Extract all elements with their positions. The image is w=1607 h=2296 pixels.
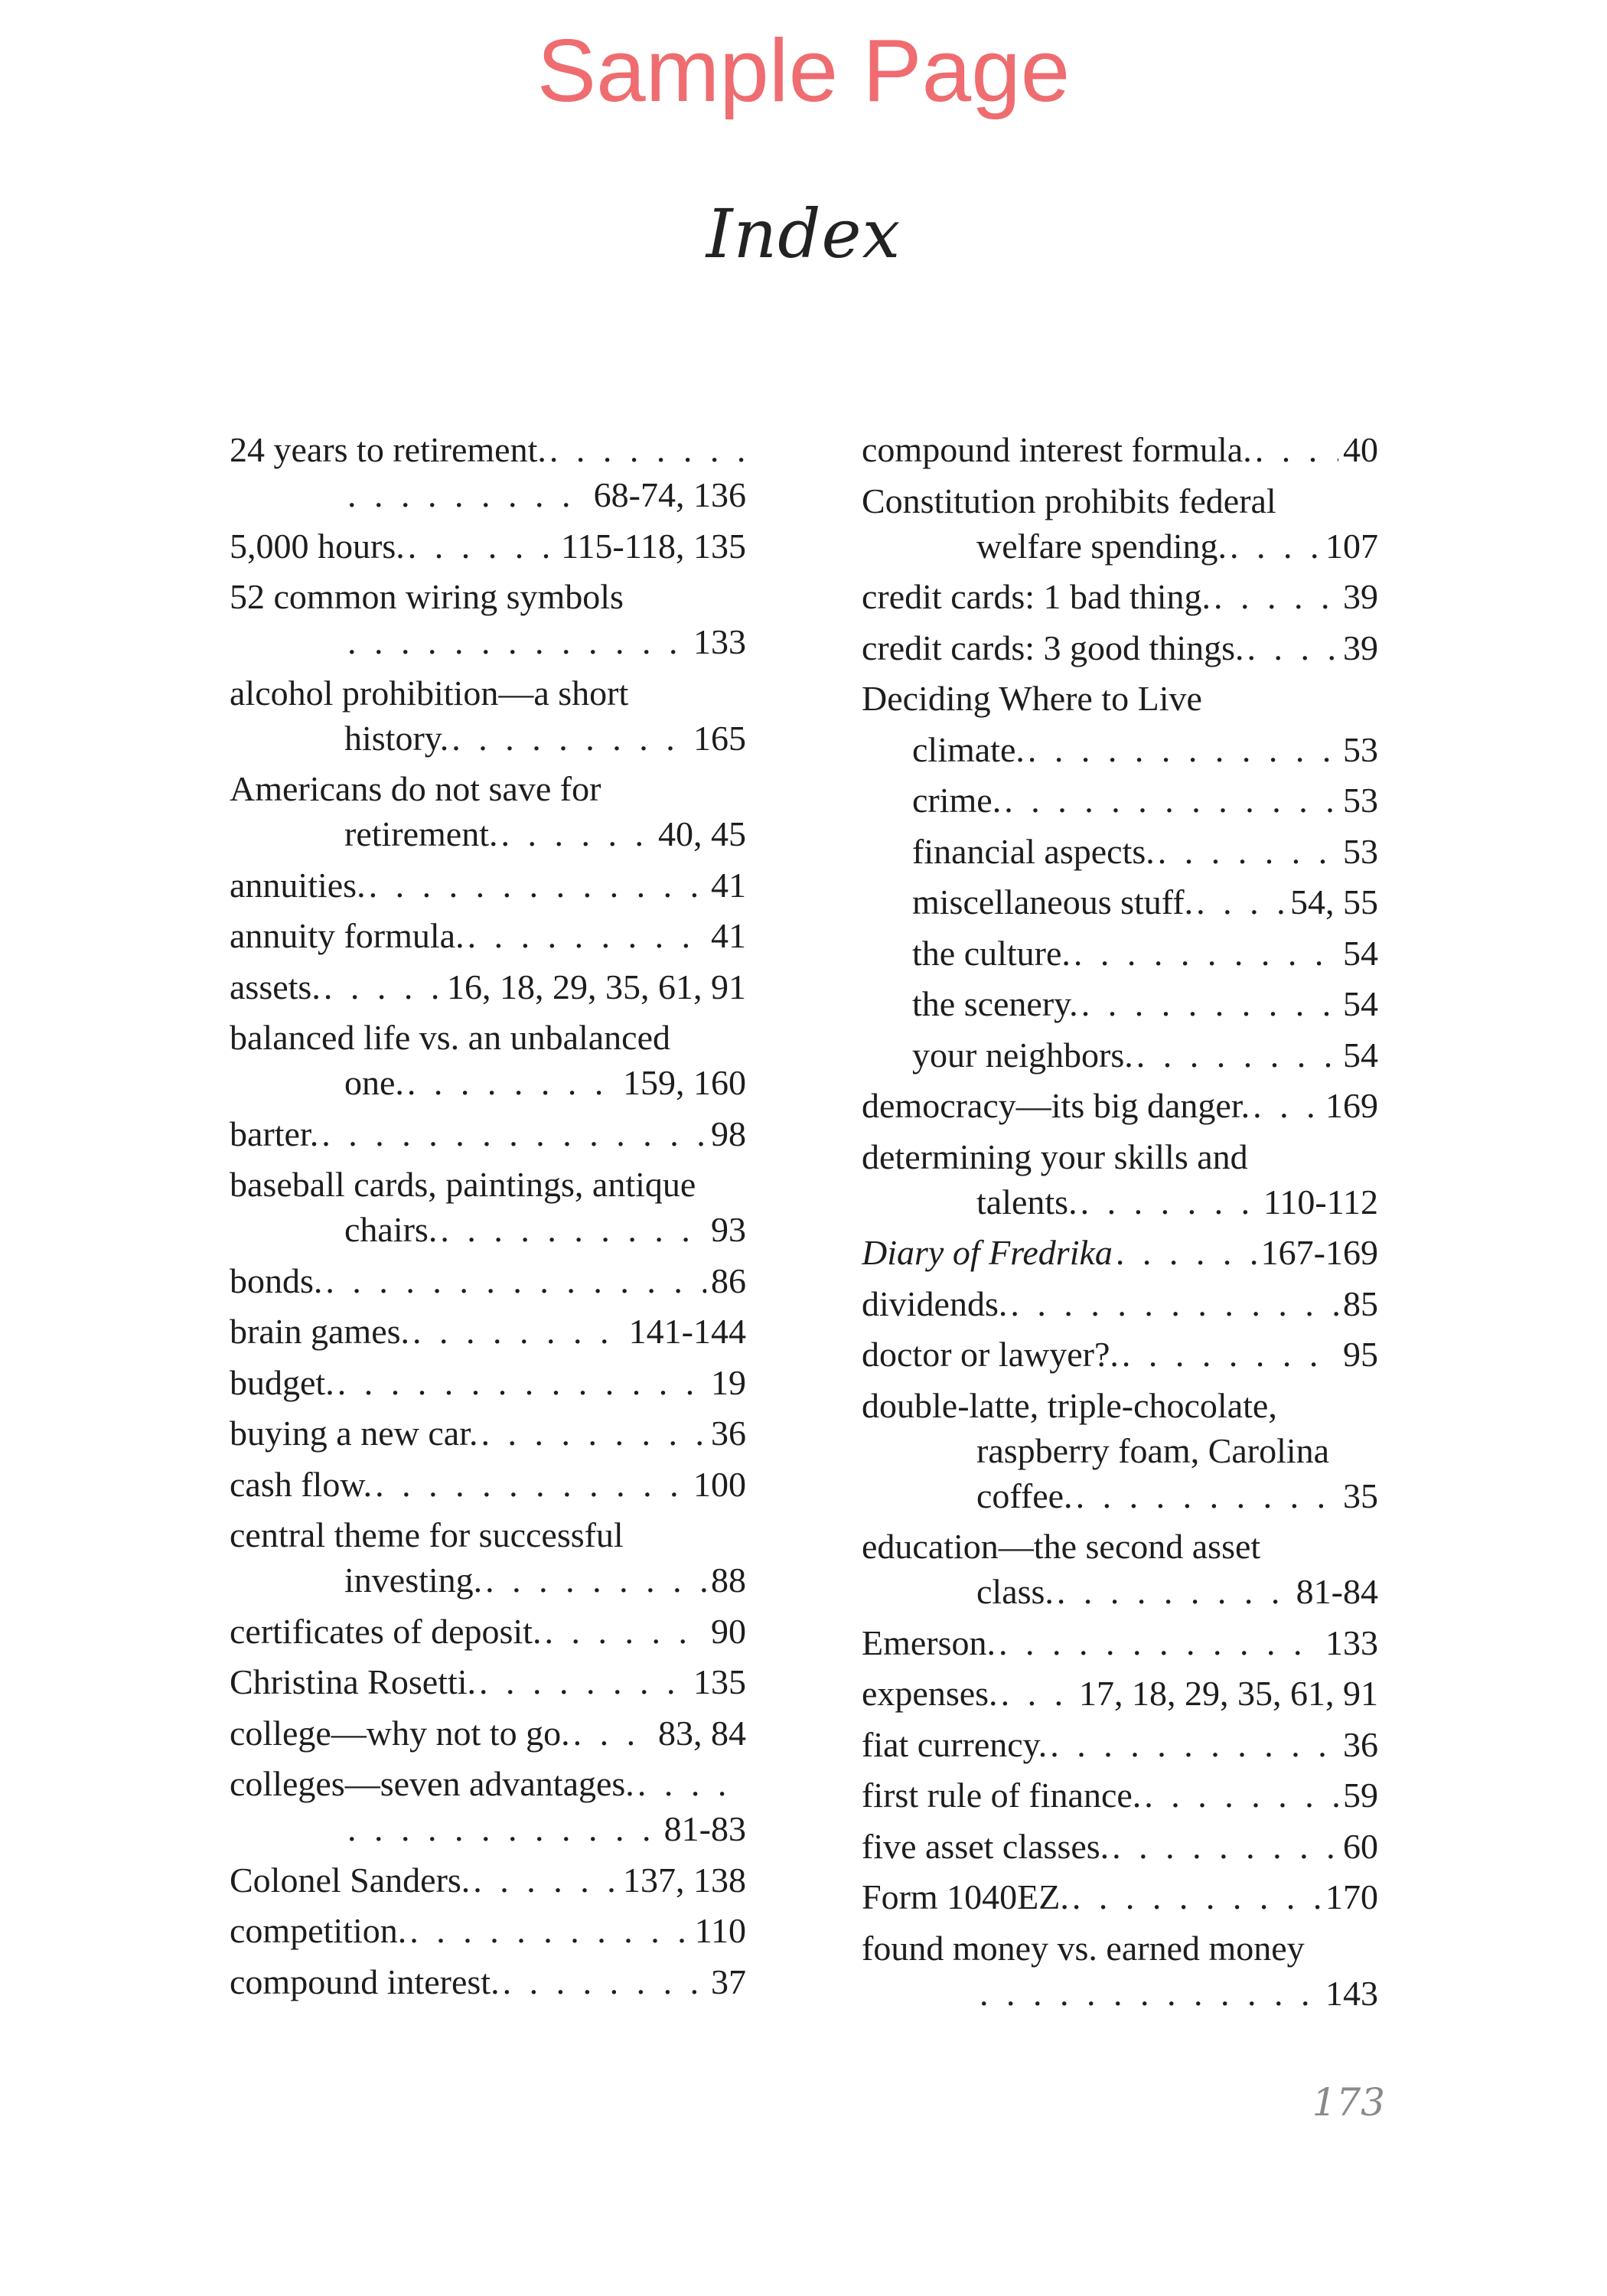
index-entry-line — [862, 1971, 1378, 2016]
index-page-refs: 16, 18, 29, 35, 61, 91 — [447, 967, 746, 1006]
index-entry-line — [862, 1383, 1378, 1428]
index-page-refs: 169 — [1325, 1086, 1378, 1125]
index-page-refs: 54 — [1343, 1035, 1378, 1075]
index-entry-line — [862, 829, 1378, 874]
index-term: miscellaneous stuff. — [912, 882, 1194, 921]
index-page-refs: 59 — [1343, 1776, 1378, 1815]
dot-leader — [1007, 1281, 1338, 1326]
index-entry — [862, 1134, 1378, 1225]
index-entry — [230, 1659, 746, 1704]
index-page-refs: 159, 160 — [623, 1063, 746, 1102]
index-page-refs: 115-118, 135 — [561, 526, 746, 566]
index-page-refs: 41 — [711, 916, 746, 955]
index-page-refs: 60 — [1343, 1826, 1378, 1866]
index-page-refs: 167-169 — [1260, 1233, 1378, 1272]
index-term: compound interest. — [230, 1962, 500, 2001]
index-term: balanced life vs. an unbalanced — [230, 1018, 671, 1057]
dot-leader — [464, 913, 706, 958]
index-entry-line — [862, 981, 1378, 1026]
dot-leader — [1155, 829, 1338, 874]
index-page-refs: 86 — [711, 1261, 746, 1300]
index-entry — [230, 1761, 746, 1851]
dot-leader — [998, 1671, 1074, 1716]
dot-leader — [1119, 1332, 1338, 1377]
index-entry-line — [862, 727, 1378, 772]
index-page-refs: 95 — [1343, 1335, 1378, 1374]
index-term: fiat currency. — [862, 1724, 1048, 1764]
index-page-refs: 54 — [1343, 933, 1378, 973]
index-entry-line — [230, 1557, 746, 1603]
index-entry-line — [862, 1473, 1378, 1518]
index-entry-line — [230, 1659, 746, 1704]
dot-leader — [1227, 523, 1321, 569]
index-entry-line — [862, 1874, 1378, 1919]
index-term: bonds. — [230, 1261, 323, 1300]
index-page-refs: 36 — [711, 1414, 746, 1453]
index-page-refs: 143 — [1325, 1973, 1378, 2013]
index-page-refs: 98 — [711, 1114, 746, 1153]
index-page-refs: 53 — [1343, 729, 1378, 769]
index-term: Form 1040EZ. — [862, 1877, 1069, 1916]
index-term: certificates of deposit. — [230, 1611, 542, 1651]
index-entry — [862, 1524, 1378, 1614]
dot-leader — [1047, 1722, 1338, 1767]
index-entry — [230, 574, 746, 664]
index-term: the culture. — [912, 933, 1071, 973]
index-entry — [230, 1857, 746, 1903]
dot-leader — [976, 1971, 1321, 2016]
index-term: central theme for successful — [230, 1515, 624, 1554]
index-entry — [862, 981, 1378, 1026]
index-entry-line — [862, 1524, 1378, 1569]
index-entry-line — [862, 1230, 1378, 1275]
dot-leader — [1077, 1179, 1260, 1225]
index-term: credit cards: 1 bad thing. — [862, 577, 1211, 616]
index-term: Americans do not save for — [230, 769, 601, 808]
index-page-refs: 170 — [1325, 1877, 1378, 1916]
index-term: college—why not to go. — [230, 1713, 570, 1753]
dot-leader — [1025, 727, 1338, 772]
index-entry-line — [862, 1722, 1378, 1767]
index-entry-line — [230, 1761, 746, 1806]
index-page-refs: 110-112 — [1263, 1182, 1378, 1221]
index-term: democracy—its big danger. — [862, 1086, 1250, 1125]
index-entry — [230, 1111, 746, 1156]
index-term: barter. — [230, 1114, 319, 1153]
dot-leader — [470, 1857, 618, 1903]
index-entry — [230, 913, 746, 958]
index-term: class. — [976, 1572, 1054, 1611]
index-entry-line — [230, 1360, 746, 1405]
index-entry — [862, 1083, 1378, 1128]
index-page-refs: 54, 55 — [1290, 882, 1378, 921]
index-entry-line — [230, 1411, 746, 1456]
index-page-refs: 135 — [693, 1662, 746, 1701]
dot-leader — [478, 1411, 706, 1456]
dot-leader — [1193, 879, 1286, 925]
index-entry-line — [230, 863, 746, 908]
index-term: Christina Rosetti. — [230, 1662, 476, 1701]
index-term: retirement. — [344, 814, 498, 853]
index-term: one. — [344, 1063, 404, 1102]
index-term: double-latte, triple-chocolate, — [862, 1385, 1277, 1425]
index-term: education—the second asset — [862, 1527, 1261, 1566]
index-page-refs: 36 — [1343, 1724, 1378, 1764]
dot-leader — [1109, 1824, 1338, 1869]
index-entry — [230, 1309, 746, 1354]
index-term: Colonel Sanders. — [230, 1860, 471, 1900]
index-entry — [862, 931, 1378, 976]
index-entry-line — [862, 1032, 1378, 1078]
index-entry — [230, 766, 746, 856]
index-term: buying a new car. — [230, 1414, 478, 1453]
index-term: Emerson. — [862, 1623, 996, 1662]
index-term: talents. — [976, 1182, 1077, 1221]
index-entry-line — [862, 625, 1378, 670]
index-entry-line — [230, 811, 746, 856]
index-entry — [230, 670, 746, 761]
index-entry-line — [862, 879, 1378, 925]
index-entry — [862, 829, 1378, 874]
index-term: financial aspects. — [912, 831, 1155, 871]
index-entry-line — [230, 1111, 746, 1156]
dot-leader — [1073, 1473, 1338, 1518]
index-entry-line — [230, 1462, 746, 1507]
index-entry-line — [862, 1773, 1378, 1818]
index-column-left — [230, 427, 746, 2010]
index-entry-line — [862, 1428, 1378, 1473]
index-column-right — [862, 427, 1378, 2021]
index-term: 5,000 hours. — [230, 526, 405, 566]
index-term: colleges—seven advantages. — [230, 1764, 634, 1803]
index-page-refs: 85 — [1343, 1283, 1378, 1323]
index-term: climate. — [912, 729, 1025, 769]
index-page-refs: 40, 45 — [658, 814, 746, 853]
index-term: expenses. — [862, 1674, 998, 1713]
index-entry-line — [862, 676, 1378, 721]
index-page-refs: 81-84 — [1296, 1572, 1378, 1611]
index-page-refs: 81-83 — [663, 1809, 746, 1848]
dot-leader — [1211, 574, 1338, 619]
dot-leader — [448, 716, 689, 761]
index-entry — [230, 964, 746, 1009]
dot-leader — [476, 1659, 689, 1704]
index-term: dividends. — [862, 1283, 1008, 1323]
index-page-refs: 53 — [1343, 781, 1378, 820]
dot-leader — [1244, 625, 1338, 670]
index-entry-line — [862, 931, 1378, 976]
index-page-refs: 41 — [711, 865, 746, 905]
index-term: assets. — [230, 967, 321, 1006]
dot-leader — [482, 1557, 706, 1603]
index-page-refs: 100 — [693, 1464, 746, 1504]
index-entry — [862, 1230, 1378, 1275]
dot-leader — [500, 1959, 706, 2004]
index-page-refs: 68-74, 136 — [593, 475, 746, 514]
index-page-refs: 137, 138 — [623, 1860, 746, 1900]
dot-leader — [1133, 1032, 1338, 1078]
dot-leader — [409, 1309, 624, 1354]
dot-leader — [321, 964, 442, 1009]
index-entry-line — [230, 1806, 746, 1851]
index-term: Diary of Fredrika — [862, 1233, 1113, 1272]
index-term: annuity formula. — [230, 916, 464, 955]
index-term: history. — [344, 718, 449, 758]
index-entry — [862, 1926, 1378, 2016]
index-term: the scenery. — [912, 984, 1078, 1023]
dot-leader — [318, 1111, 706, 1156]
index-entry — [862, 478, 1378, 569]
index-term: budget. — [230, 1362, 334, 1402]
dot-leader — [634, 1761, 746, 1806]
dot-leader — [344, 1806, 660, 1851]
index-entry — [862, 1722, 1378, 1767]
index-term: credit cards: 3 good things. — [862, 628, 1244, 667]
index-term: chairs. — [344, 1210, 438, 1249]
index-page-refs: 19 — [711, 1362, 746, 1402]
index-page-refs: 141-144 — [628, 1312, 746, 1351]
index-entry — [230, 1162, 746, 1252]
index-entry-line — [230, 619, 746, 664]
dot-leader — [541, 1609, 706, 1654]
index-page-refs: 17, 18, 29, 35, 61, 91 — [1079, 1674, 1378, 1713]
index-entry — [862, 1773, 1378, 1818]
index-term: baseball cards, paintings, antique — [230, 1165, 696, 1204]
page-title: Index — [706, 194, 901, 273]
index-entry-line — [230, 574, 746, 619]
page-number: 173 — [1312, 2080, 1385, 2125]
index-entry — [862, 1671, 1378, 1716]
index-term: compound interest formula. — [862, 430, 1252, 469]
index-entry-line — [862, 1083, 1378, 1128]
index-term: Deciding Where to Live — [862, 679, 1202, 718]
index-term: crime. — [912, 781, 1002, 820]
index-entry-line — [862, 1671, 1378, 1716]
index-entry-line — [230, 913, 746, 958]
index-entry — [862, 1032, 1378, 1078]
index-entry — [230, 427, 746, 517]
index-entry — [862, 574, 1378, 619]
index-entry-line — [230, 427, 746, 472]
dot-leader — [344, 472, 589, 517]
index-term: brain games. — [230, 1312, 410, 1351]
index-term: determining your skills and — [862, 1137, 1248, 1176]
index-entry — [862, 1383, 1378, 1518]
dot-leader — [1071, 931, 1338, 976]
index-entry-line — [230, 1309, 746, 1354]
index-entry — [230, 1959, 746, 2004]
index-entry-line — [862, 478, 1378, 523]
index-page-refs: 53 — [1343, 831, 1378, 871]
index-entry-line — [862, 427, 1378, 472]
dot-leader — [404, 1060, 618, 1105]
index-page-refs: 90 — [711, 1611, 746, 1651]
index-term: doctor or lawyer?. — [862, 1335, 1119, 1374]
dot-leader — [546, 427, 746, 472]
index-entry — [230, 863, 746, 908]
index-entry-line — [230, 1060, 746, 1105]
index-entry — [862, 676, 1378, 721]
index-entry-line — [230, 716, 746, 761]
index-term: coffee. — [976, 1476, 1073, 1515]
index-entry-line — [230, 1959, 746, 2004]
index-term: Constitution prohibits federal — [862, 481, 1276, 520]
dot-leader — [406, 1908, 689, 1953]
index-entry — [230, 1360, 746, 1405]
index-term: first rule of finance. — [862, 1776, 1142, 1815]
index-entry — [862, 778, 1378, 823]
index-entry — [862, 1874, 1378, 1919]
index-entry-line — [862, 1179, 1378, 1225]
dot-leader — [1001, 778, 1338, 823]
index-page-refs: 165 — [693, 718, 746, 758]
index-entry — [230, 523, 746, 569]
index-page-refs: 88 — [711, 1561, 746, 1600]
index-entry-line — [230, 523, 746, 569]
index-term: your neighbors. — [912, 1035, 1133, 1075]
index-entry — [230, 1908, 746, 1953]
index-entry-line — [230, 1512, 746, 1557]
index-entry — [230, 1411, 746, 1456]
index-term: welfare spending. — [976, 526, 1227, 566]
index-entry-line — [862, 1926, 1378, 1971]
index-page-refs: 37 — [711, 1962, 746, 2001]
index-entry-line — [862, 1824, 1378, 1869]
index-page-refs: 110 — [694, 1911, 746, 1950]
index-term: cash flow. — [230, 1464, 373, 1504]
index-page-refs: 93 — [711, 1210, 746, 1249]
index-term: five asset classes. — [862, 1826, 1110, 1866]
index-entry-line — [230, 1857, 746, 1903]
dot-leader — [1054, 1569, 1292, 1614]
dot-leader — [334, 1360, 706, 1405]
dot-leader — [344, 619, 689, 664]
index-page-refs: 39 — [1343, 628, 1378, 667]
dot-leader — [1250, 1083, 1321, 1128]
index-term: 24 years to retirement. — [230, 430, 546, 469]
dot-leader — [570, 1711, 654, 1756]
index-entry-line — [230, 1609, 746, 1654]
index-page-refs: 39 — [1343, 577, 1378, 616]
dot-leader — [1078, 981, 1338, 1026]
index-page-refs: 35 — [1343, 1476, 1378, 1515]
index-term: competition. — [230, 1911, 407, 1950]
index-entry — [862, 727, 1378, 772]
index-page-refs: 54 — [1343, 984, 1378, 1023]
index-entry-line — [862, 1620, 1378, 1665]
dot-leader — [322, 1258, 706, 1303]
dot-leader — [1252, 427, 1338, 472]
index-entry-line — [862, 778, 1378, 823]
dot-leader — [1069, 1874, 1321, 1919]
index-entry — [230, 1609, 746, 1654]
index-entry — [230, 1711, 746, 1756]
index-entry-line — [230, 964, 746, 1009]
index-entry-line — [862, 574, 1378, 619]
index-entry-line — [862, 1332, 1378, 1377]
index-entry-line — [230, 670, 746, 716]
dot-leader — [1141, 1773, 1338, 1818]
index-entry-line — [230, 1162, 746, 1207]
index-entry — [230, 1462, 746, 1507]
index-entry-line — [230, 766, 746, 811]
index-entry — [230, 1015, 746, 1105]
index-entry — [862, 1824, 1378, 1869]
index-entry — [862, 427, 1378, 472]
dot-leader — [498, 811, 654, 856]
index-entry-line — [230, 1711, 746, 1756]
dot-leader — [366, 863, 706, 908]
index-entry — [230, 1258, 746, 1303]
dot-leader — [996, 1620, 1321, 1665]
index-entry-line — [230, 1015, 746, 1060]
index-page-refs: 107 — [1325, 526, 1378, 566]
index-term: raspberry foam, Carolina — [976, 1430, 1330, 1470]
index-term: found money vs. earned money — [862, 1928, 1305, 1968]
index-entry-line — [230, 1908, 746, 1953]
index-entry — [862, 1281, 1378, 1326]
index-entry-line — [862, 1134, 1378, 1179]
index-page-refs: 83, 84 — [658, 1713, 746, 1753]
index-entry — [230, 1512, 746, 1603]
index-entry — [862, 625, 1378, 670]
index-term: 52 common wiring symbols — [230, 577, 624, 616]
index-term: investing. — [344, 1561, 483, 1600]
index-page-refs: 133 — [1325, 1623, 1378, 1662]
index-entry-line — [862, 523, 1378, 569]
dot-leader — [372, 1462, 689, 1507]
index-entry-line — [862, 1281, 1378, 1326]
index-entry-line — [230, 1258, 746, 1303]
index-term: annuities. — [230, 865, 366, 905]
dot-leader — [437, 1207, 706, 1252]
index-entry — [862, 1620, 1378, 1665]
index-entry — [862, 1332, 1378, 1377]
index-term: alcohol prohibition—a short — [230, 673, 629, 713]
index-entry — [862, 879, 1378, 925]
sample-page-watermark: Sample Page — [536, 21, 1071, 120]
index-entry-line — [862, 1569, 1378, 1614]
dot-leader — [405, 523, 556, 569]
dot-leader — [1113, 1230, 1257, 1275]
index-page-refs: 40 — [1343, 430, 1378, 469]
index-entry-line — [230, 472, 746, 517]
index-page-refs: 133 — [693, 622, 746, 661]
index-entry-line — [230, 1207, 746, 1252]
